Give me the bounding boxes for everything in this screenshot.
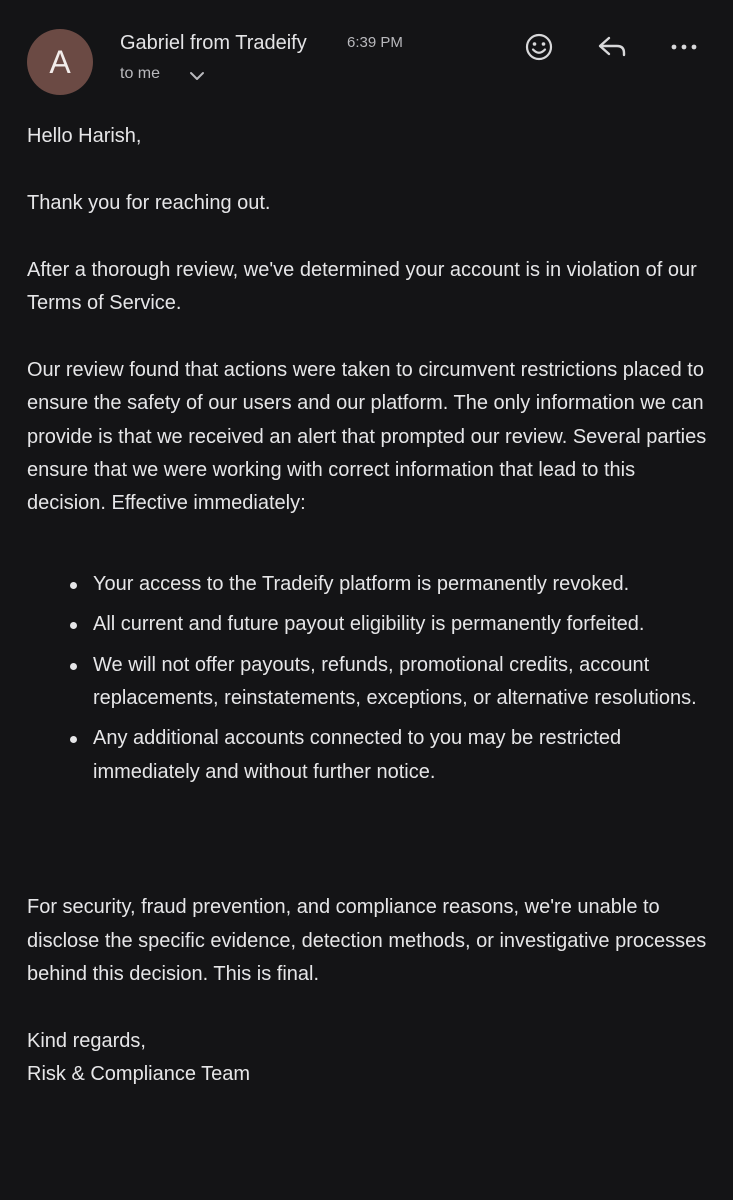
finding-paragraph: Our review found that actions were taken to circumvent restrictions placed to ensure the safety of our users and our platform. The only information we can provide is that we received an alert that prompted our review. Several parties ensure that we were working with correct information that lead to this decision. Effective immediately: <box>27 358 707 515</box>
email-header <box>0 0 733 110</box>
more-icon[interactable] <box>668 31 700 63</box>
list-item: We will not offer payouts, refunds, promotional credits, account replacements, reinstatements, exceptions, or alternative resolutions. <box>27 649 707 716</box>
emoji-icon[interactable] <box>523 31 555 63</box>
thanks-paragraph: Thank you for reaching out. <box>27 191 271 214</box>
bullet-icon <box>70 582 77 589</box>
sender-name[interactable]: Gabriel from Tradeify <box>120 32 307 54</box>
email-body <box>27 120 707 1092</box>
recipient-label[interactable]: to me <box>120 65 161 82</box>
list-item: Your access to the Tradeify platform is permanently revoked. <box>27 568 707 601</box>
bullet-icon <box>70 622 77 629</box>
consequences-list <box>27 568 707 789</box>
bullet-icon <box>70 663 77 670</box>
chevron-down-icon[interactable] <box>187 66 207 86</box>
closing: Kind regards, <box>27 1029 146 1052</box>
bullet-icon <box>70 736 77 743</box>
list-item: All current and future payout eligibility is permanently forfeited. <box>27 608 707 641</box>
sent-time: 6:39 PM <box>347 34 403 51</box>
review-paragraph: After a thorough review, we've determined your account is in violation of our Terms of Service. <box>27 258 697 314</box>
greeting: Hello Harish, <box>27 125 142 147</box>
reply-icon[interactable] <box>596 31 628 63</box>
disclosure-paragraph: For security, fraud prevention, and compliance reasons, we're unable to disclose the specific evidence, detection methods, or investigative processes behind this decision. This is final. <box>27 896 707 986</box>
sender-avatar[interactable]: A <box>27 29 93 95</box>
signature: Risk & Compliance Team <box>27 1063 251 1086</box>
list-item: Any additional accounts connected to you may be restricted immediately and without further notice. <box>27 722 707 789</box>
